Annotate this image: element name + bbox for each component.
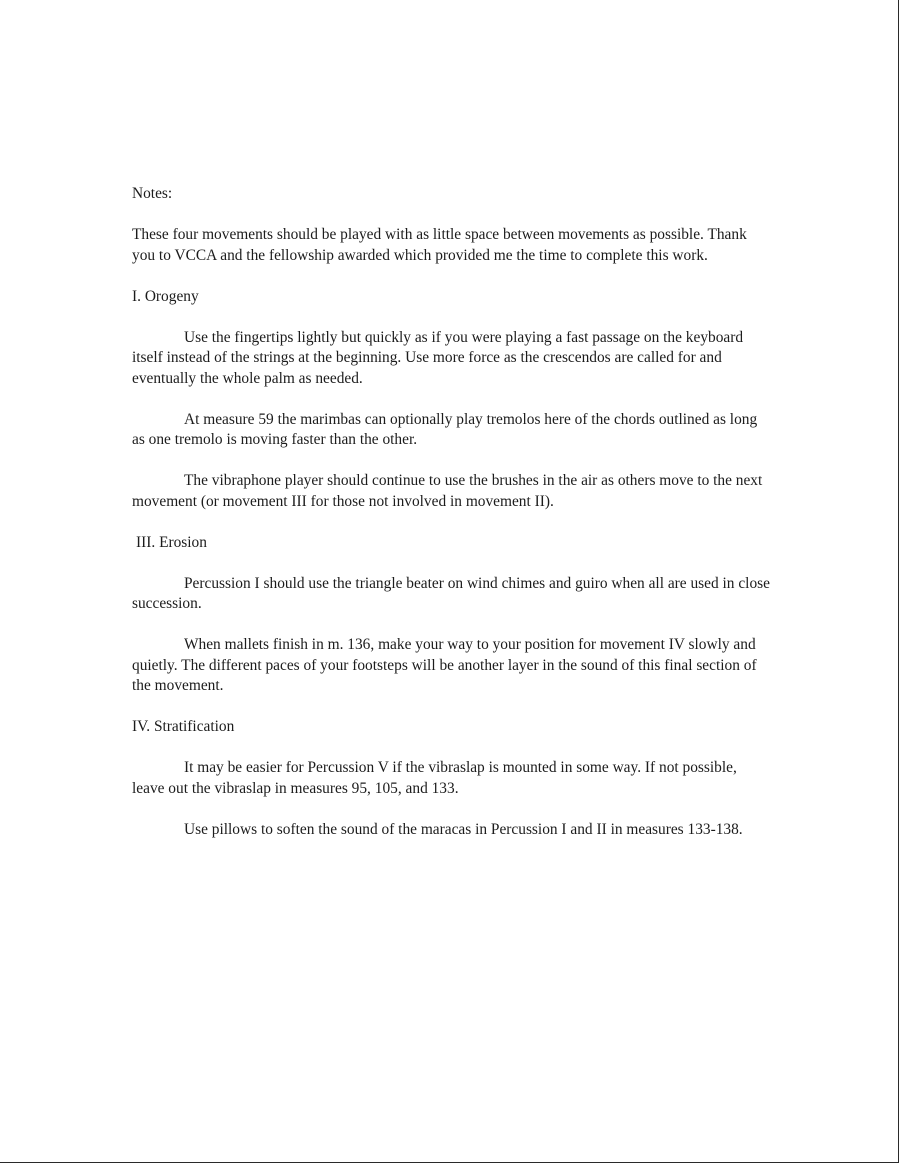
section-title-stratification: IV. Stratification — [132, 718, 235, 735]
orogeny-paragraph-2: At measure 59 the marimbas can optionally play tremolos here of the chords outlined as long as one tremolo is moving faster than the other. — [132, 410, 758, 448]
erosion-paragraph-2: When mallets finish in m. 136, make your way to your position for movement IV slowly and quietly. The different paces of your footsteps will be another layer in the sound of this final section of the movement. — [132, 636, 757, 694]
orogeny-paragraph-3: The vibraphone player should continue to use the brushes in the air as others move to the next movement (or movement III for those not involved in movement II). — [132, 472, 763, 510]
stratification-paragraph-2: Use pillows to soften the sound of the maracas in Percussion I and II in measures 133-138. — [184, 820, 743, 838]
stratification-paragraph-1: It may be easier for Percussion V if the vibraslap is mounted in some way. If not possible, leave out the vibraslap in measures 95, 105, and 133. — [132, 759, 737, 797]
erosion-paragraph-1: Percussion I should use the triangle beater on wind chimes and guiro when all are used in close succession. — [132, 574, 770, 612]
orogeny-paragraph-1: Use the fingertips lightly but quickly as if you were playing a fast passage on the keyboard itself instead of the strings at the beginning. Use more force as the crescendos are called for and eventually the whole palm as needed. — [132, 328, 744, 387]
section-title-orogeny: I. Orogeny — [132, 287, 199, 305]
notes-content — [132, 184, 772, 861]
notes-heading: Notes: — [132, 185, 173, 202]
intro-paragraph: These four movements should be played with as little space between movements as possible. Thank you to VCCA and the fellowship awarded which provided me the time to complete this work. — [132, 226, 747, 264]
section-title-erosion: III. Erosion — [136, 533, 207, 551]
